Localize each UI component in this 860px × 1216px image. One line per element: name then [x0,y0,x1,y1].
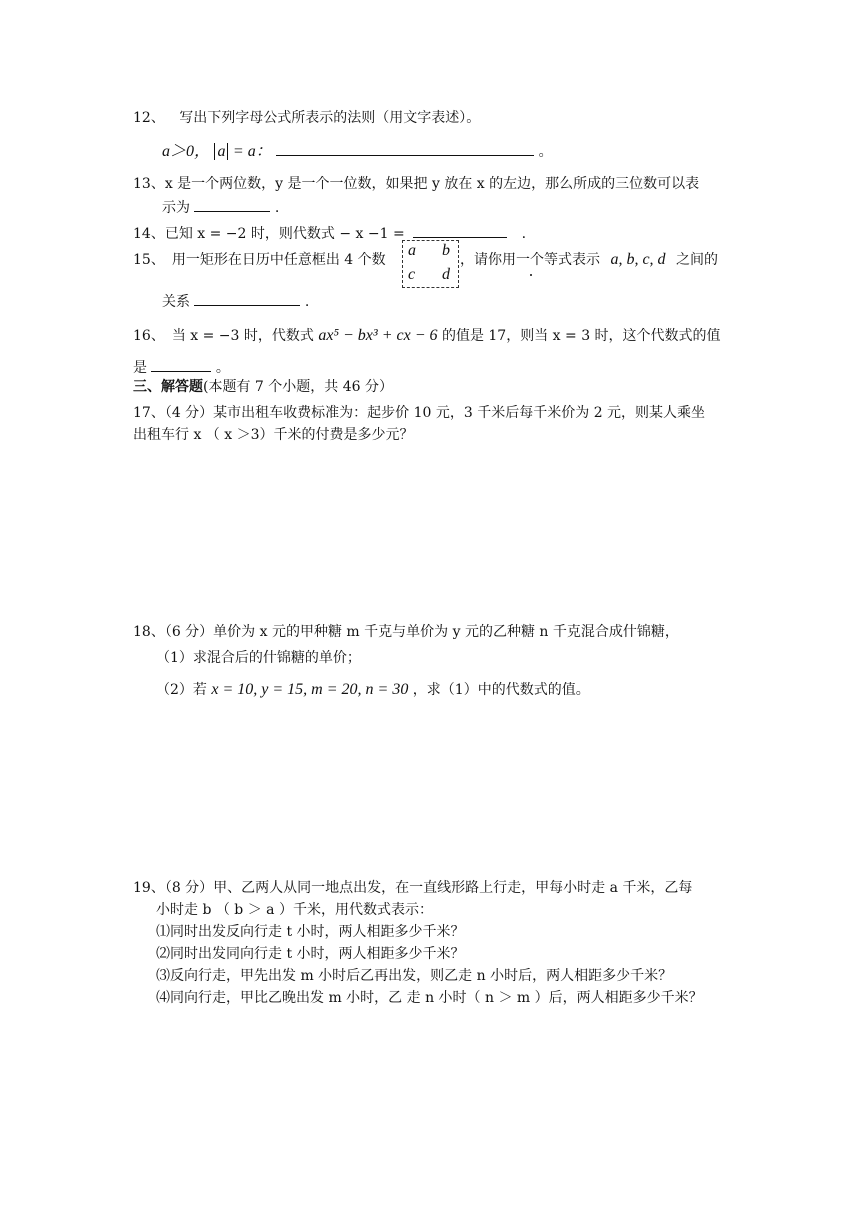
q19-sub1: ⑴同时出发反向行走 t 小时，两人相距多少千米？ [156,924,465,940]
q17-line2: 出租车行 x （ x ＞3）千米的付费是多少元？ [133,427,414,443]
q12-equation: = a： [232,143,272,160]
q18-sub2 [156,680,590,700]
q18-sub2-prefix: （2）若 [156,682,207,698]
section-note: (本题有 7 个小题，共 46 分） [203,379,393,395]
q13-answer-blank[interactable] [194,196,270,212]
q13-line2 [162,196,279,218]
q13-end: . [274,200,280,216]
q15-vars: a, b, c, d [610,251,666,268]
q12-answer-blank[interactable] [276,140,534,156]
q13-line1: 13、x 是一个两位数，y 是一个一位数，如果把 y 放在 x 的左边，那么所成的三位数可以表 [133,176,700,192]
q18-sub2-suffix: ，求（1）中的代数式的值。 [412,682,590,698]
q15-line2-prefix: 关系 [162,294,190,310]
q15-line2-end: . [304,294,310,310]
q14-line [133,222,526,244]
q12-number: 12、 [133,110,165,126]
q15-suffix: 之间的 [676,252,719,268]
q16-line2 [133,356,230,378]
q14-prefix: 14、已知 x = −2 时，则代数式 − x −1 = [133,226,405,242]
q12-condition: a＞0， [162,143,211,160]
q19-sub3: ⑶反向行走，甲先出发 m 小时后乙再出发，则乙走 n 小时后，两人相距多少千米？ [156,968,673,984]
q14-end: . [521,226,527,242]
q12-text: 写出下列字母公式所表示的法则（用文字表述）。 [179,110,481,126]
q17-line1: 17、（4 分）某市出租车收费标准为：起步价 10 元，3 千米后每千米价为 2 元，则某人乘坐 [133,405,706,421]
calendar-box-c: c [408,266,416,283]
q18-line1: 18、（6 分）单价为 x 元的甲种糖 m 千克与单价为 y 元的乙种糖 n 千克混合成什锦糖， [133,624,679,640]
q16-answer-blank[interactable] [151,356,211,372]
q16-part-b: 的值是 17，则当 x = 3 时，这个代数式的值 [441,328,721,344]
q12-end: 。 [538,144,553,160]
q19-line2: 小时走 b （ b ＞ a ）千米，用代数式表示： [156,902,433,918]
q16-expression: ax⁵ − bx³ + cx − 6 [318,327,438,344]
q12-line2 [162,140,553,162]
q15-line2 [162,290,309,312]
q12-line1 [133,108,480,128]
calendar-box [402,240,459,288]
q14-answer-blank[interactable] [413,222,507,238]
q15-emphasis: 一个 [516,252,544,268]
calendar-box-d: d [442,266,450,283]
q16-line1 [133,326,721,346]
q16-line2-prefix: 是 [133,360,147,376]
q16-part-a: 16、 当 x = −3 时，代数式 [133,328,314,344]
q13-prefix: 示为 [162,200,190,216]
q18-sub2-expression: x = 10, y = 15, m = 20, n = 30 [211,681,409,698]
q15-answer-blank[interactable] [194,290,300,306]
q19-sub2: ⑵同时出发同向行走 t 小时，两人相距多少千米？ [156,946,465,962]
section-title: 三、解答题 [133,379,203,395]
q18-sub1: （1）求混合后的什锦糖的单价； [156,650,361,666]
q15-line1-left: 15、 用一矩形在日历中任意框出 4 个数 [133,252,386,268]
section-heading [133,377,393,397]
q16-line2-end: 。 [215,360,230,376]
q19-sub4: ⑷同向行走，甲比乙晚出发 m 小时，乙 走 n 小时（ n ＞ m ）后，两人相距多少千米？ [156,990,703,1006]
q19-line1: 19、（8 分）甲、乙两人从同一地点出发，在一直线形路上行走，甲每小时走 a 千米，乙每 [133,880,693,896]
calendar-box-b: b [442,242,450,259]
q12-abs-value: a [214,143,228,160]
q15-mid-a: ，请你用 [460,252,516,268]
q15-line1-right [460,250,718,270]
q15-mid-b: 等式表示 [544,252,600,268]
calendar-box-a: a [408,242,416,259]
